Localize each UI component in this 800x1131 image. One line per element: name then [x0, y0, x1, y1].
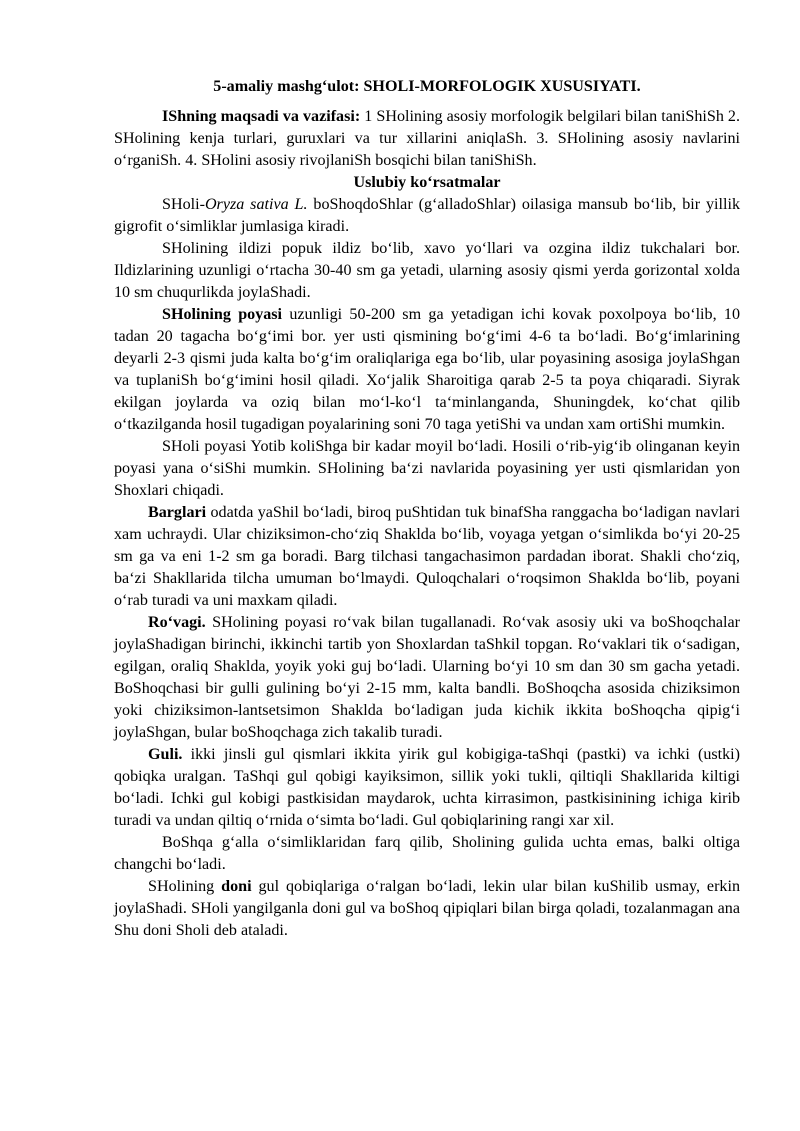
- paragraph-stamens: BoShqa g‘alla o‘simliklaridan farq qilib, Sholining gulida uchta emas, balki oltiga changchi bo‘ladi.: [114, 834, 740, 873]
- leaves-text: odatda yaShil bo‘ladi, biroq puShtidan tuk binafSha ranggacha bo‘ladigan navlari xam uchraydi. Ular chiziksimon-cho‘ziq Shaklda bo‘lib, voyaga yetgan o‘simlikda bo‘yi 20-25 sm ga va eni 1-2 sm ga boradi. Barg tilchasi tangachasimon pardadan iborat. Shakli cho‘ziq, ba‘zi Shakllarida tilcha umuman bo‘lmaydi. Quloqchalari o‘roqsimon Shaklda bo‘lib, poyani o‘rab turadi va uni maxkam qiladi.: [114, 504, 740, 609]
- goal-text: 1 SHolining asosiy morfologik belgilari bilan taniShiSh 2. SHolining kenja turlari, guruxlari va tur xillarini aniqlaSh. 3. SHolining asosiy navlarini o‘rganiSh. 4. SHolini asosiy rivojlaniSh bosqichi bilan taniShiSh.: [114, 108, 741, 169]
- goal-paragraph: [114, 106, 740, 172]
- grain-heading: doni: [221, 878, 252, 895]
- paragraph-roots: SHolining ildizi popuk ildiz bo‘lib, xavo yo‘llari va ozgina ildiz tukchalari bor. Ildizlarining uzunligi o‘rtacha 30-40 sm ga yetadi, ularning asosiy qismi yerda gorizontal xolda 10 sm chuqurlikda joylaShadi.: [114, 240, 740, 301]
- grain-text-after: gul qobiqlariga o‘ralgan bo‘ladi, lekin ular bilan kuShilib usmay, erkin joylaShadi. SHoli yangilganla doni gul va boShoq qipiqlari bilan birga qoladi, tozalanmagan ana Shu doni Sholi deb ataladi.: [114, 878, 740, 939]
- paragraph-panicle: [114, 612, 740, 744]
- taxonomy-text-before: SHoli-: [162, 196, 205, 213]
- grain-text-before: SHolining: [148, 878, 222, 895]
- paragraph-leaves: [114, 502, 740, 612]
- paragraph-flower: [114, 744, 740, 832]
- latin-name: Oryza sativa L.: [204, 196, 308, 213]
- section-heading: Uslubiy ko‘rsatmalar: [353, 174, 501, 191]
- taxonomy-text-after: boShoqdoShlar (g‘alladoShlar) oilasiga mansub bo‘lib, bir yillik gigrofit o‘simliklar jumlasiga kiradi.: [114, 196, 740, 235]
- paragraph-taxonomy: [114, 194, 740, 238]
- document-page: [114, 76, 740, 942]
- stem-text: uzunligi 50-200 sm ga yetadigan ichi kovak poxolpoya bo‘lib, 10 tadan 20 tagacha bo‘g‘imi bor. yer usti qismining bo‘g‘imi 4-6 ta bo‘ladi. Bo‘g‘imlarining deyarli 2-3 qismi juda kalta bo‘g‘im oraliqlariga ega bo‘lib, ular poyasining asosiga joylaShgan va tuplaniSh bo‘g‘imini hosil qiladi. Xo‘jalik Sharoitiga qarab 2-5 ta poya chiqaradi. Siyrak ekilgan joylarda va oziq bilan mo‘l-ko‘l ta‘minlanganda, Shuningdek, ko‘chat qilib o‘tkazilganda hosil tugadigan poyalarining soni 70 taga yetiShi va undan xam ortiShi mumkin.: [114, 306, 740, 433]
- flower-text: ikki jinsli gul qismlari ikkita yirik gul kobigiga-taShqi (pastki) va ichki (ustki) qobiqka uralgan. TaShqi gul qobigi kayiksimon, sillik yoki tukli, qiltiqli Shakllarida kiltigi bo‘ladi. Ichki gul kobigi pastkisidan maydarok, uchta kirrasimon, pastkisinining ichiga kirib turadi va undan qiltiq o‘rnida o‘simta bo‘ladi. Gul qobiqlarining rangi xar xil.: [114, 746, 740, 829]
- paragraph-grain: [114, 876, 740, 942]
- flower-heading: Guli.: [148, 746, 183, 763]
- goal-label: IShning maqsadi va vazifasi:: [162, 108, 361, 125]
- page-title: 5-amaliy mashg‘ulot: SHOLI-MORFOLOGIK XUSUSIYATI.: [213, 78, 641, 95]
- stem-heading: SHolining poyasi: [162, 306, 283, 323]
- panicle-heading: Ro‘vagi.: [148, 614, 206, 631]
- panicle-text: SHolining poyasi ro‘vak bilan tugallanadi. Ro‘vak asosiy uki va boShoqchalar joylaShadigan birinchi, ikkinchi tartib yon Shoxlardan taShkil topgan. Ro‘vaklari tik o‘sadigan, egilgan, oraliq Shaklda, yoyik yoki guj bo‘ladi. Ularning bo‘yi 10 sm dan 30 sm gacha yetadi. BoShoqchasi bir gulli gulining bo‘yi 2-15 mm, kalta bandli. BoShoqcha asosida chiziksimon yoki chiziksimon-lantsetsimon Shaklda bo‘ladigan juda kichik ikkita boShoqcha qipig‘i joylaShgan, bular boShoqchaga zich takalib turadi.: [114, 614, 740, 741]
- paragraph-stem-lodging: SHoli poyasi Yotib koliShga bir kadar moyil bo‘ladi. Hosili o‘rib-yig‘ib olinganan keyin poyasi yana o‘siShi mumkin. SHolining ba‘zi navlarida poyasining yer usti qismlaridan yon Shoxlari chiqadi.: [114, 438, 740, 499]
- leaves-heading: Barglari: [148, 504, 207, 521]
- paragraph-stem: [114, 304, 740, 436]
